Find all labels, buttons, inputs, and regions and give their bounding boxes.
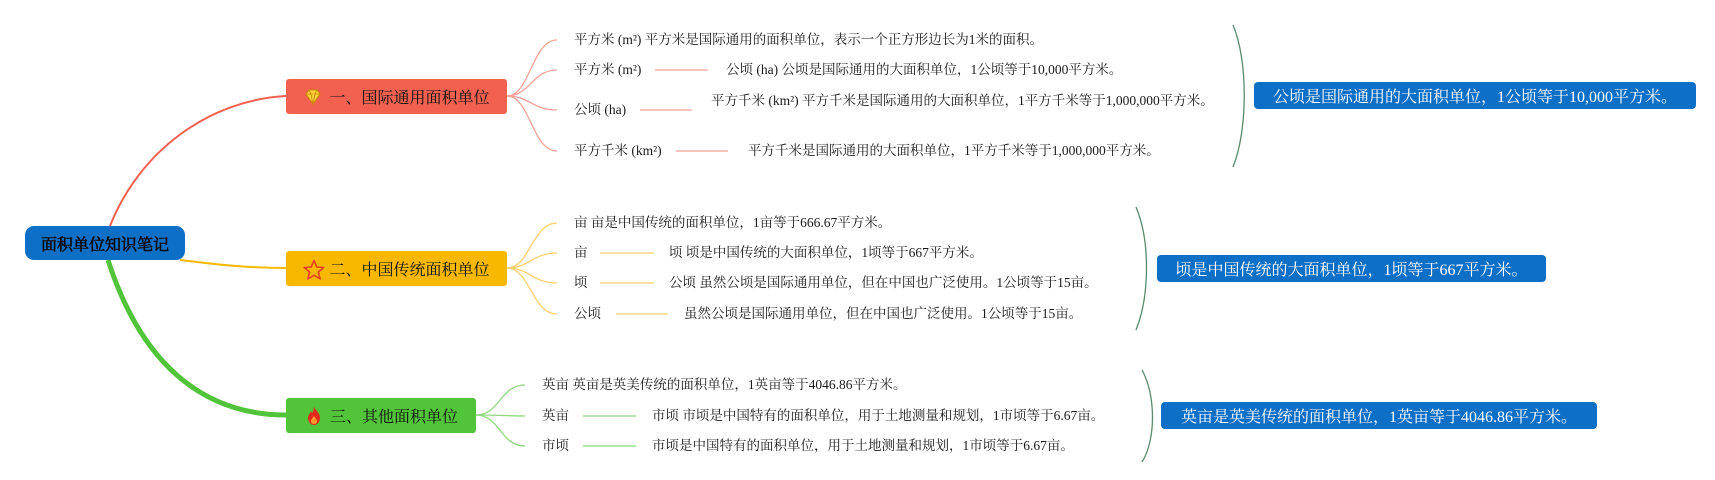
root-topic[interactable] [25, 226, 185, 260]
link-b1-item-4 [507, 96, 557, 151]
b2-item-3-child: 公顷 虽然公顷是国际通用单位，但在中国也广泛使用。1公顷等于15亩。 [669, 275, 1098, 290]
b1-item-2-child: 公顷 (ha) 公顷是国际通用的大面积单位，1公顷等于10,000平方米。 [726, 62, 1123, 77]
b1-item-1: 平方米 (m²) 平方米是国际通用的面积单位，表示一个正方形边长为1米的面积。 [574, 32, 1044, 47]
summary-3-text: 英亩是英美传统的面积单位，1英亩等于4046.86平方米。 [1180, 409, 1577, 426]
link-root-branch-2 [180, 260, 286, 268]
b3-item-1: 英亩 英亩是英美传统的面积单位，1英亩等于4046.86平方米。 [542, 377, 907, 392]
summary-bracket-1 [1233, 25, 1244, 167]
star-icon [303, 259, 323, 279]
b1-item-4: 平方千米 (km²) [574, 143, 662, 158]
root-topic-label: 面积单位知识笔记 [40, 236, 169, 254]
branch-chinese-traditional-units[interactable] [286, 251, 507, 286]
link-b2-item-4 [507, 268, 557, 314]
b2-item-4-child: 虽然公顷是国际通用单位，但在中国也广泛使用。1公顷等于15亩。 [684, 306, 1083, 321]
b2-item-2-child: 顷 顷是中国传统的大面积单位，1顷等于667平方米。 [669, 245, 983, 260]
summary-bracket-3 [1142, 370, 1153, 462]
link-b2-item-1 [507, 223, 557, 268]
b2-item-2: 亩 [574, 245, 588, 260]
b1-item-3: 公顷 (ha) [574, 102, 627, 117]
b2-item-1: 亩 亩是中国传统的面积单位，1亩等于666.67平方米。 [574, 215, 892, 230]
branch-international-units[interactable] [286, 79, 507, 114]
summary-2-text: 顷是中国传统的大面积单位，1顷等于667平方米。 [1175, 262, 1528, 279]
branch-other-units[interactable] [286, 398, 476, 433]
link-root-branch-1 [110, 96, 286, 226]
link-b3-item-1 [476, 385, 525, 415]
summary-chinese-traditional[interactable] [1157, 255, 1546, 282]
link-b1-item-2 [507, 70, 557, 96]
summary-international[interactable] [1254, 82, 1696, 109]
b1-item-2: 平方米 (m²) [574, 62, 642, 77]
branch-1-label: 一、国际通用面积单位 [329, 90, 490, 107]
link-b1-item-1 [507, 40, 557, 96]
summary-bracket-2 [1136, 207, 1147, 330]
b1-item-3-child: 平方千米 (km²) 平方千米是国际通用的大面积单位，1平方千米等于1,000,000平方米。 [711, 93, 1214, 108]
b3-item-2-child: 市顷 市顷是中国特有的面积单位，用于土地测量和规划，1市顷等于6.67亩。 [652, 408, 1105, 423]
branch-2-label: 二、中国传统面积单位 [329, 262, 490, 279]
b2-item-3: 顷 [574, 275, 588, 290]
summary-1-text: 公顷是国际通用的大面积单位，1公顷等于10,000平方米。 [1272, 89, 1677, 106]
b3-item-3-child: 市顷是中国特有的面积单位，用于土地测量和规划，1市顷等于6.67亩。 [652, 438, 1074, 453]
b3-item-3: 市顷 [542, 438, 569, 453]
summary-other[interactable] [1161, 402, 1597, 429]
b3-item-2: 英亩 [542, 408, 569, 423]
b2-item-4: 公顷 [574, 306, 601, 321]
branch-3-label: 三、其他面积单位 [329, 409, 458, 426]
fire-icon [304, 406, 324, 426]
link-root-branch-3 [108, 260, 286, 415]
link-b3-item-3 [476, 415, 525, 446]
diamond-icon [303, 87, 323, 107]
b1-item-4-child: 平方千米是国际通用的大面积单位，1平方千米等于1,000,000平方米。 [748, 143, 1160, 158]
